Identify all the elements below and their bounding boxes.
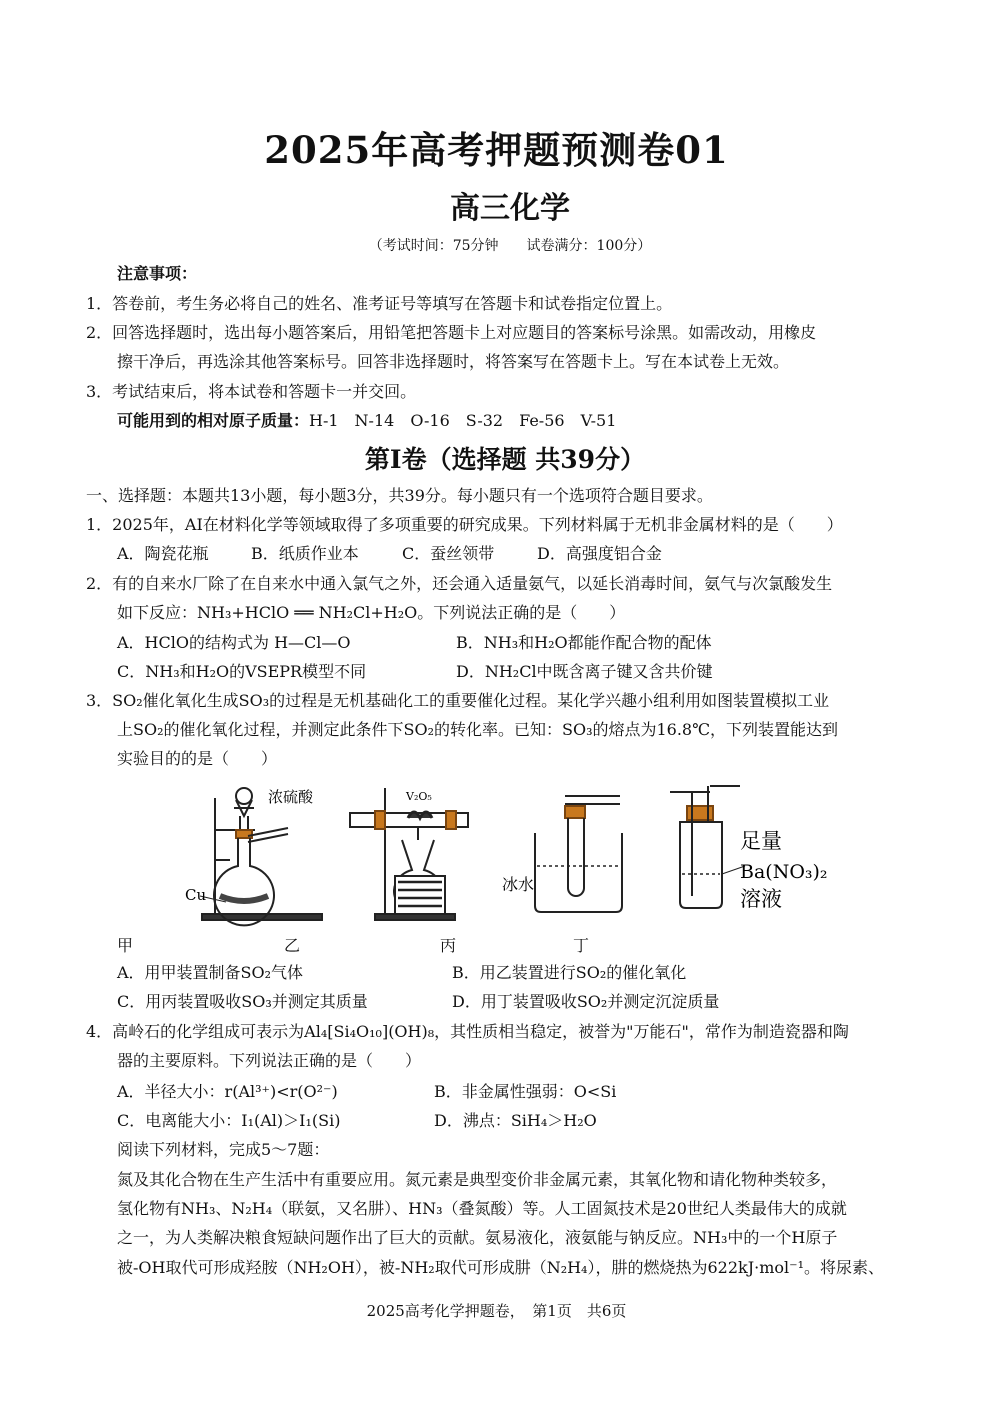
atomic-mass-label: 可能用到的相对原子质量： [117, 411, 310, 430]
note-item-2: 2．回答选择题时，选出每小题答案后，用铅笔把答题卡上对应题目的答案标号涂黑。如需改动，用橡皮 [86, 323, 817, 342]
q3-option-c: C．用丙装置吸收SO₃并测定其质量 [117, 992, 368, 1011]
apparatus-ding [670, 786, 745, 908]
q2-option-d: D．NH₂Cl中既含离子键又含共价键 [456, 662, 713, 681]
q1-option-c: C．蚕丝领带 [402, 544, 495, 563]
q3-option-a: A．用甲装置制备SO₂气体 [117, 963, 304, 982]
q3-stem-3: 实验目的的是（ ） [117, 749, 278, 768]
apparatus-jia [200, 788, 322, 925]
q2-option-b: B．NH₃和H₂O都能作配合物的配体 [456, 633, 712, 652]
q4-stem-2: 器的主要原料。下列说法正确的是（ ） [117, 1051, 422, 1070]
reading-line-3: 之一，为人类解决粮食短缺问题作出了巨大的贡献。氨易液化，液氨能与钠反应。NH₃中的一个H原子 [117, 1228, 838, 1247]
note-item-1: 1．答卷前，考生务必将自己的姓名、准考证号等填写在答题卡和试卷指定位置上。 [86, 294, 673, 313]
q3-option-b: B．用乙装置进行SO₂的催化氧化 [452, 963, 687, 982]
q3-stem-2: 上SO₂的催化氧化过程，并测定此条件下SO₂的转化率。已知：SO₃的熔点为16.8℃，下列装置能达到 [117, 720, 839, 739]
note-item-2-cont: 擦干净后，再选涂其他答案标号。回答非选择题时，将答案写在答题卡上。写在本试卷上无效。 [117, 352, 790, 371]
page-title: 2025年高考押题预测卷01 [264, 128, 729, 172]
q3-option-d: D．用丁装置吸收SO₂并测定沉淀质量 [452, 992, 720, 1011]
caption-bing: 丙 [440, 936, 457, 955]
q2-stem-1: 2．有的自来水厂除了在自来水中通入氯气之外，还会通入适量氨气，以延长消毒时间，氨气与次氯酸发生 [86, 574, 833, 593]
page-footer: 2025高考化学押题卷， 第1页 共6页 [366, 1302, 627, 1320]
label-v2o5: V₂O₅ [406, 790, 432, 803]
section-title: 第Ⅰ卷（选择题 共39分） [364, 445, 646, 474]
apparatus-figure [180, 778, 840, 928]
q2-option-a: A．HClO的结构式为 H—Cl—O [117, 633, 351, 652]
apparatus-yi [350, 788, 468, 920]
atomic-mass-line [117, 411, 616, 431]
reading-line-2: 氢化物有NH₃、N₂H₄（联氨，又名肼）、HN₃（叠氮酸）等。人工固氮技术是20世纪人类最伟大的成就 [117, 1199, 847, 1218]
q2-option-c: C．NH₃和H₂O的VSEPR模型不同 [117, 662, 367, 681]
q1-option-d: D．高强度铝合金 [537, 544, 662, 563]
page-subtitle: 高三化学 [450, 191, 570, 226]
q1-stem: 1．2025年，AI在材料化学等领域取得了多项重要的研究成果。下列材料属于无机非金属材料的是（ ） [86, 515, 843, 534]
notes-heading: 注意事项： [117, 264, 198, 283]
exam-info: （考试时间：75分钟 试卷满分：100分） [368, 238, 652, 254]
q1-option-b: B．纸质作业本 [251, 544, 359, 563]
label-ice-water: 冰水 [502, 875, 535, 894]
label-cu: Cu [185, 886, 207, 904]
section-instruction: 一、选择题：本题共13小题，每小题3分，共39分。每小题只有一个选项符合题目要求。 [86, 486, 713, 505]
label-concentrated-sulfuric-acid: 浓硫酸 [268, 788, 314, 806]
reading-line-4: 被-OH取代可形成羟胺（NH₂OH），被-NH₂取代可形成肼（N₂H₄），肼的燃烧热为622kJ·mol⁻¹。将尿素、 [117, 1258, 884, 1277]
caption-ding: 丁 [573, 936, 590, 955]
reading-line-1: 氮及其化合物在生产生活中有重要应用。氮元素是典型变价非金属元素，其氧化物和请化物种类较多， [117, 1170, 838, 1189]
q3-stem-1: 3．SO₂催化氧化生成SO₃的过程是无机基础化工的重要催化过程。某化学兴趣小组利用如图装置模拟工业 [86, 691, 830, 710]
q2-stem-2: 如下反应：NH₃+HClO ══ NH₂Cl+H₂O。下列说法正确的是（ ） [117, 603, 626, 622]
label-solution: 溶液 [740, 887, 782, 911]
q4-option-d: D．沸点：SiH₄＞H₂O [434, 1111, 597, 1130]
q4-option-c: C．电离能大小：I₁(Al)＞I₁(Si) [117, 1111, 341, 1130]
apparatus-bing [535, 796, 622, 912]
q4-option-b: B．非金属性强弱：O<Si [434, 1082, 617, 1101]
q1-option-a: A．陶瓷花瓶 [117, 544, 209, 563]
q4-option-a: A．半径大小：r(Al³⁺)<r(O²⁻) [117, 1082, 338, 1101]
caption-jia: 甲 [117, 936, 134, 955]
q4-stem-1: 4．高岭石的化学组成可表示为Al₄[Si₄O₁₀](OH)₈，其性质相当稳定，被誉为"万能石"，常作为制造瓷器和陶 [86, 1022, 849, 1041]
label-ba-no3-2: Ba(NO₃)₂ [740, 861, 828, 883]
atomic-mass-values: H-1 N-14 O-16 S-32 Fe-56 V-51 [309, 411, 617, 430]
caption-yi: 乙 [284, 936, 301, 955]
reading-intro: 阅读下列材料，完成5～7题： [117, 1140, 330, 1159]
note-item-3: 3．考试结束后，将本试卷和答题卡一并交回。 [86, 382, 417, 401]
label-sufficient: 足量 [740, 829, 782, 853]
